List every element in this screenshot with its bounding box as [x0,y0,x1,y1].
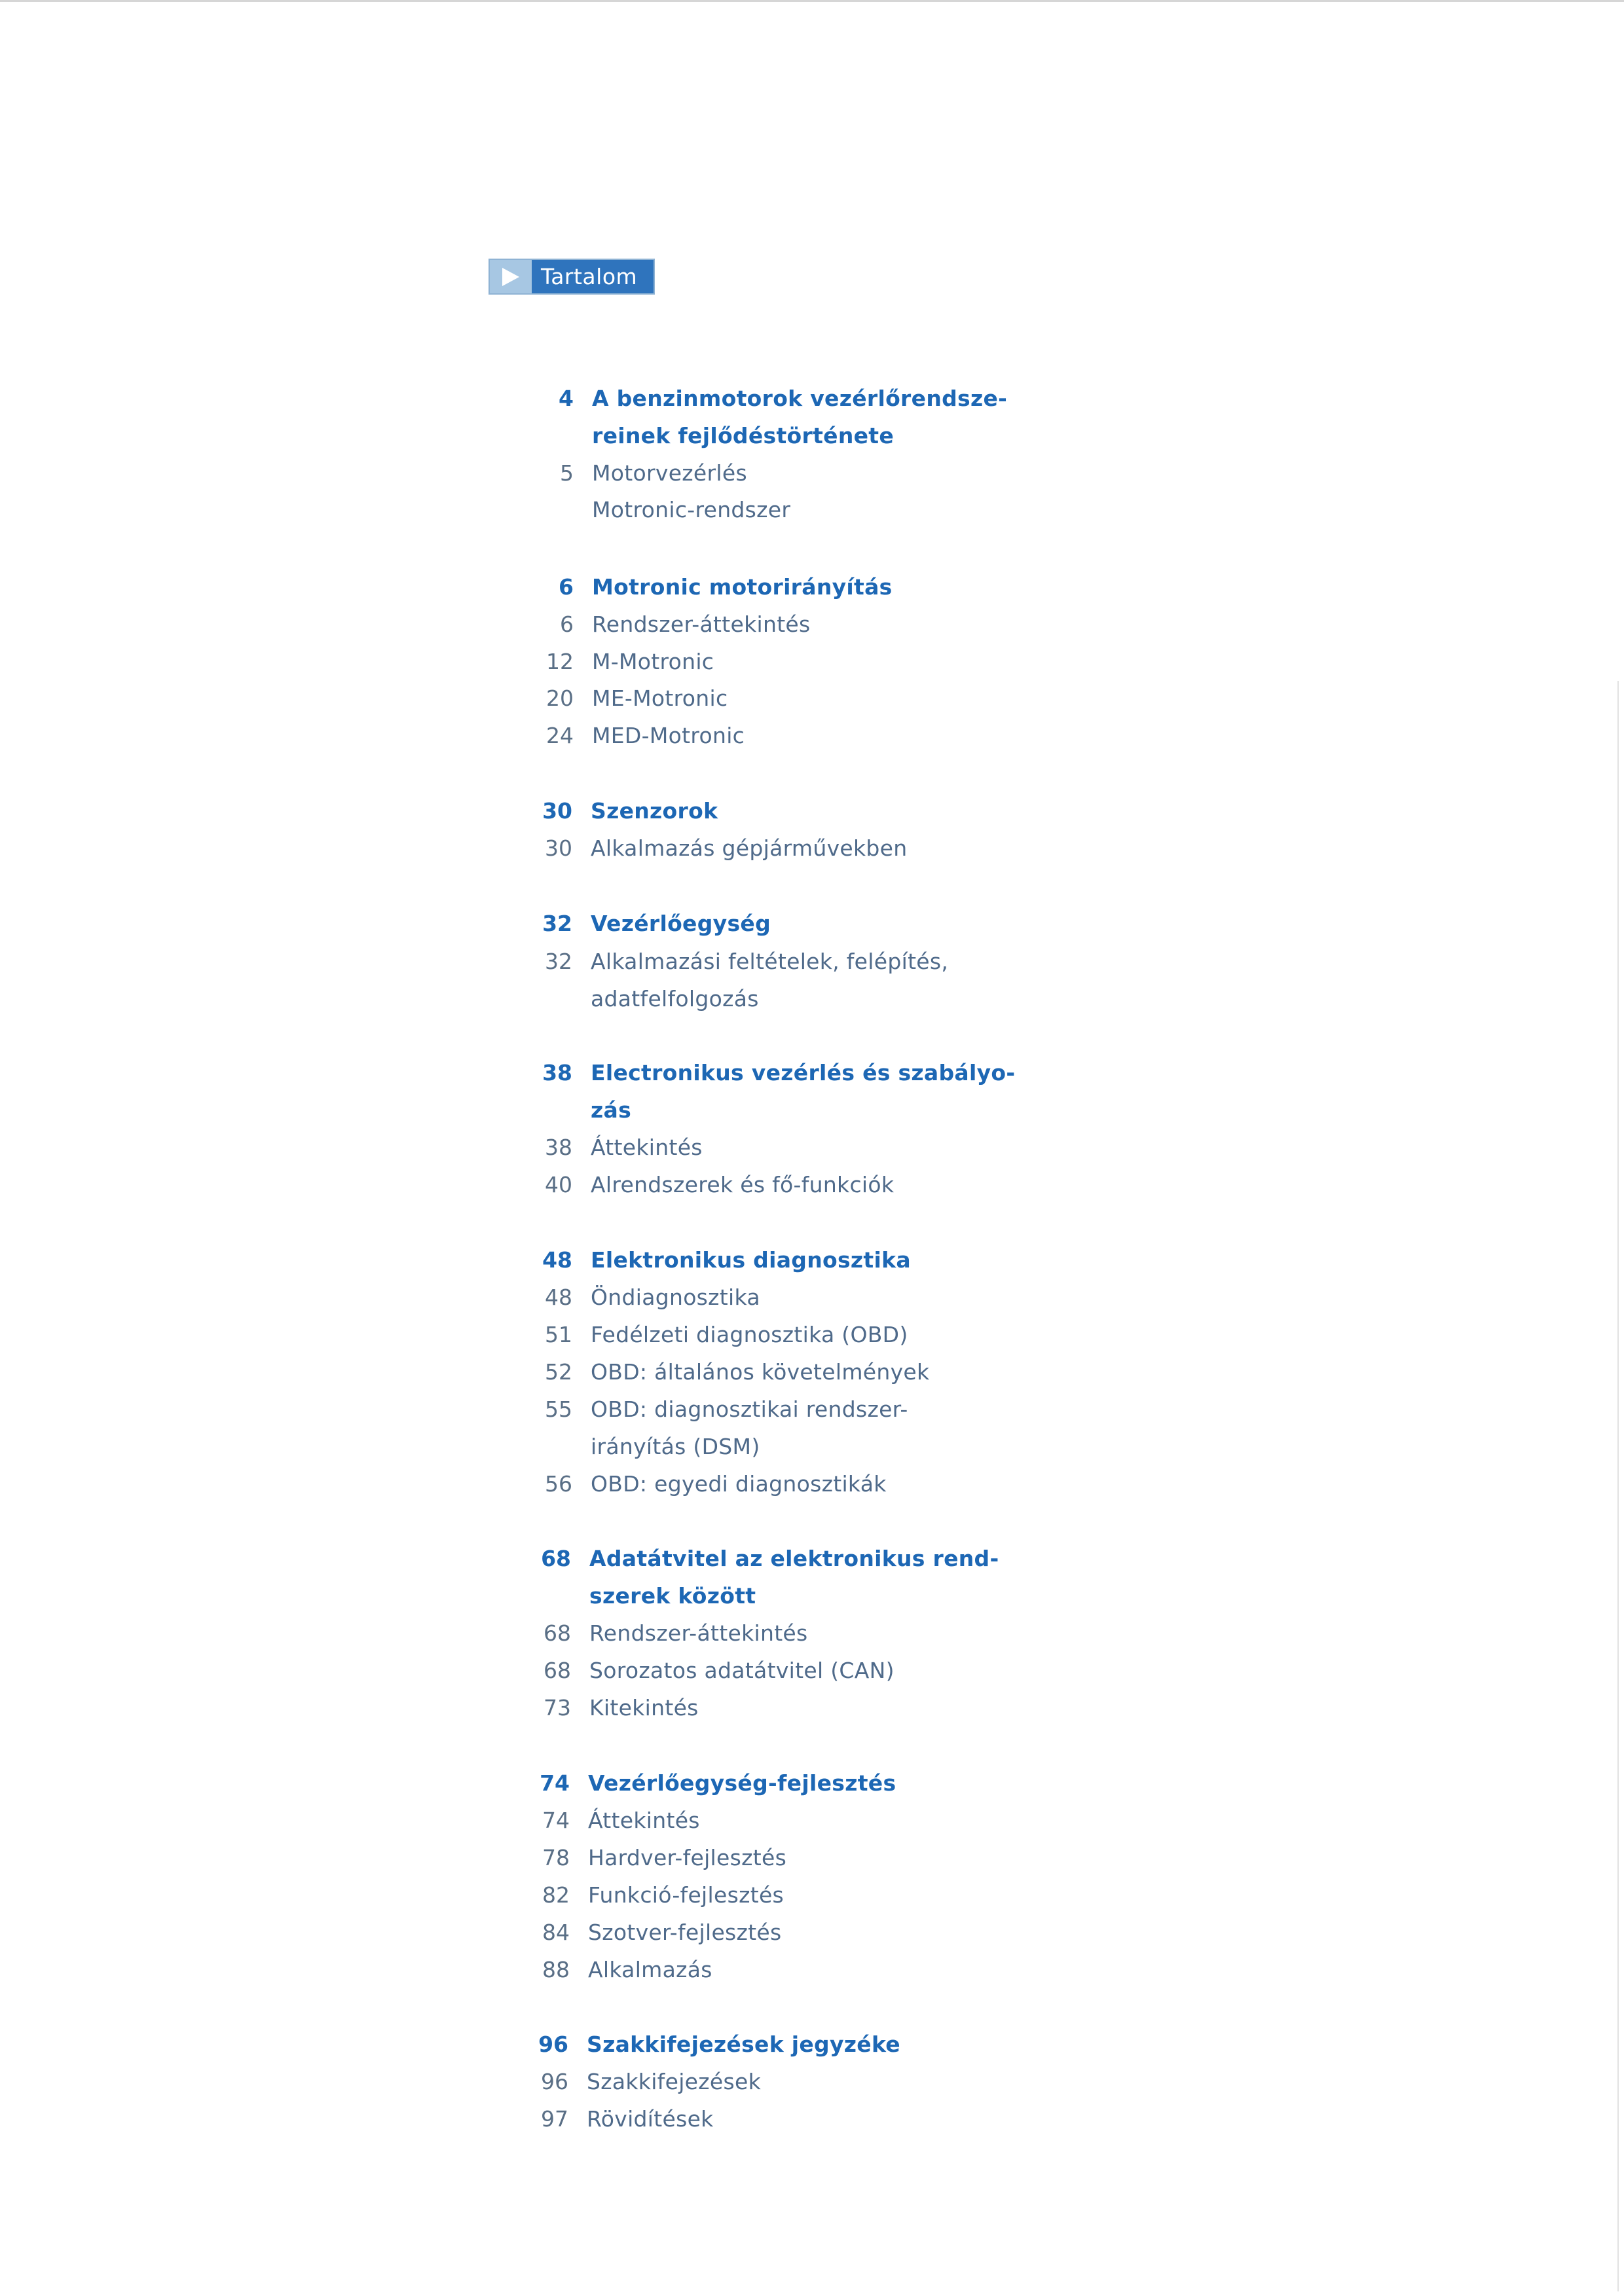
toc-page-number: 88 [542,1957,570,1982]
toc-entry-text: szerek között [589,1583,756,1609]
toc-heading-row [521,1577,1019,1614]
toc-page-number: 55 [545,1396,572,1422]
toc-entry-text: Alkalmazás gépjárművekben [591,835,908,861]
contents-header [489,259,655,295]
toc-page-number: 32 [542,911,572,936]
toc-entry-text: Adatátvitel az elektronikus rend- [589,1546,999,1571]
toc-entry-text: Alkalmazási feltételek, felépítés, [591,949,949,974]
toc-entry-text: Öndiagnosztika [591,1285,760,1310]
toc-page-number: 96 [538,2032,568,2057]
toc-entry-text: A benzinmotorok vezérlőrendsze- [592,386,1008,411]
toc-entry-text: OBD: egyedi diagnosztikák [591,1471,887,1497]
toc-entry-row [523,1279,1020,1316]
toc-page-number: 84 [542,1920,570,1945]
toc-entry-row [524,717,1022,754]
toc-heading-row [524,417,1022,454]
toc-entry-text: Alkalmazás [588,1957,712,1982]
toc-entry-text: Rendszer-áttekintés [592,611,811,637]
toc-entry-row [521,1614,1019,1652]
toc-entry-text: Kitekintés [589,1695,699,1721]
toc-entry-text: Szakkifejezések [587,2069,762,2094]
toc-entry-row [520,1951,1018,1988]
toc-entry-row [523,1316,1020,1353]
toc-page-number: 40 [545,1172,572,1197]
play-arrow-icon [490,260,532,293]
toc-page-number: 56 [545,1471,572,1497]
toc-page-number: 38 [542,1060,572,1085]
toc-heading-row [523,1241,1020,1279]
toc-entry-text: MED-Motronic [592,723,745,748]
toc-heading-row [519,2026,1016,2063]
toc-page-number: 48 [545,1285,572,1310]
toc-heading-row [521,1540,1019,1577]
toc-entry-text: Szenzorok [591,798,718,824]
toc-page-number: 74 [542,1808,570,1833]
toc-entry-row [524,491,1022,528]
toc-entry-text: Motronic motorirányítás [592,574,893,600]
toc-heading-row [523,905,1020,942]
toc-entry-row [521,1689,1019,1726]
toc-heading-row [523,792,1020,829]
scan-edge-right [1617,681,1619,2291]
toc-entry-row [523,1428,1020,1465]
toc-page-number: 68 [544,1620,571,1646]
toc-page-number: 51 [545,1322,572,1347]
toc-entry-text: Szotver-fejlesztés [588,1920,782,1945]
toc-entry-row [523,1353,1020,1391]
toc-page-number: 12 [546,649,574,674]
toc-page-number: 24 [546,723,574,748]
toc-page-number: 32 [545,949,572,974]
toc-entry-row [519,2063,1016,2100]
toc-entry-text: Áttekintés [588,1808,700,1833]
toc-entry-text: irányítás (DSM) [591,1434,760,1459]
toc-heading-row [524,568,1022,606]
toc-entry-text: Vezérlőegység [591,911,771,936]
toc-entry-row [519,2100,1016,2138]
toc-entry-text: Vezérlőegység-fejlesztés [588,1770,896,1796]
toc-heading-row [520,1764,1018,1802]
toc-entry-text: adatfelfolgozás [591,986,759,1011]
toc-entry-row [523,1391,1020,1428]
toc-page-number: 82 [542,1882,570,1908]
toc-heading-row [524,380,1022,417]
toc-entry-row [521,1652,1019,1689]
toc-entry-text: Motorvezérlés [592,460,747,486]
toc-entry-row [524,606,1022,643]
toc-heading-row [523,1091,1020,1129]
toc-entry-row [523,943,1020,980]
toc-entry-text: Áttekintés [591,1135,703,1160]
toc-page-number: 5 [560,460,574,486]
toc-entry-row [523,980,1020,1017]
toc-entry-text: Sorozatos adatátvitel (CAN) [589,1658,895,1683]
toc-entry-text: reinek fejlődéstörténete [592,423,895,448]
toc-page-number: 78 [542,1845,570,1870]
toc-entry-text: Fedélzeti diagnosztika (OBD) [591,1322,908,1347]
toc-page-number: 73 [544,1695,571,1721]
toc-entry-text: Hardver-fejlesztés [588,1845,787,1870]
toc-page-number: 6 [559,574,574,600]
toc-entry-text: Elektronikus diagnosztika [591,1247,911,1273]
toc-entry-text: OBD: általános követelmények [591,1359,930,1385]
toc-page-number: 38 [545,1135,572,1160]
toc-page-number: 30 [542,798,572,824]
toc-page-number: 48 [542,1247,572,1273]
toc-page-number: 52 [545,1359,572,1385]
toc-entry-text: Motronic-rendszer [592,497,791,522]
toc-page-number: 68 [544,1658,571,1683]
toc-page-number: 74 [540,1770,570,1796]
toc-entry-row [520,1802,1018,1839]
toc-entry-text: OBD: diagnosztikai rendszer- [591,1396,908,1422]
toc-entry-text: Funkció-fejlesztés [588,1882,784,1908]
toc-entry-text: Rövidítések [587,2106,714,2132]
toc-entry-row [523,1465,1020,1503]
toc-entry-row [524,643,1022,680]
toc-entry-row [520,1876,1018,1914]
scan-edge-top [0,0,1624,2]
toc-page-number: 4 [559,386,574,411]
toc-entry-text: ME-Motronic [592,685,728,711]
toc-entry-row [523,1166,1020,1203]
toc-heading-row [523,1054,1020,1091]
toc-page-number: 30 [545,835,572,861]
toc-entry-text: M-Motronic [592,649,714,674]
toc-page-number: 68 [541,1546,571,1571]
toc-page-number: 6 [560,611,574,637]
toc-entry-row [523,829,1020,867]
toc-entry-text: Alrendszerek és fő-funkciók [591,1172,895,1197]
toc-entry-row [524,680,1022,717]
toc-entry-text: Rendszer-áttekintés [589,1620,808,1646]
contents-title: Tartalom [532,260,654,293]
toc-page-number: 20 [546,685,574,711]
toc-page-number: 96 [541,2069,568,2094]
toc-entry-row [520,1914,1018,1951]
toc-entry-row [524,454,1022,492]
toc-entry-row [520,1839,1018,1876]
toc-page-number: 97 [541,2106,568,2132]
toc-entry-row [523,1129,1020,1166]
toc-entry-text: Electronikus vezérlés és szabályo- [591,1060,1016,1085]
toc-entry-text: Szakkifejezések jegyzéke [587,2032,900,2057]
toc-entry-text: zás [591,1097,632,1123]
